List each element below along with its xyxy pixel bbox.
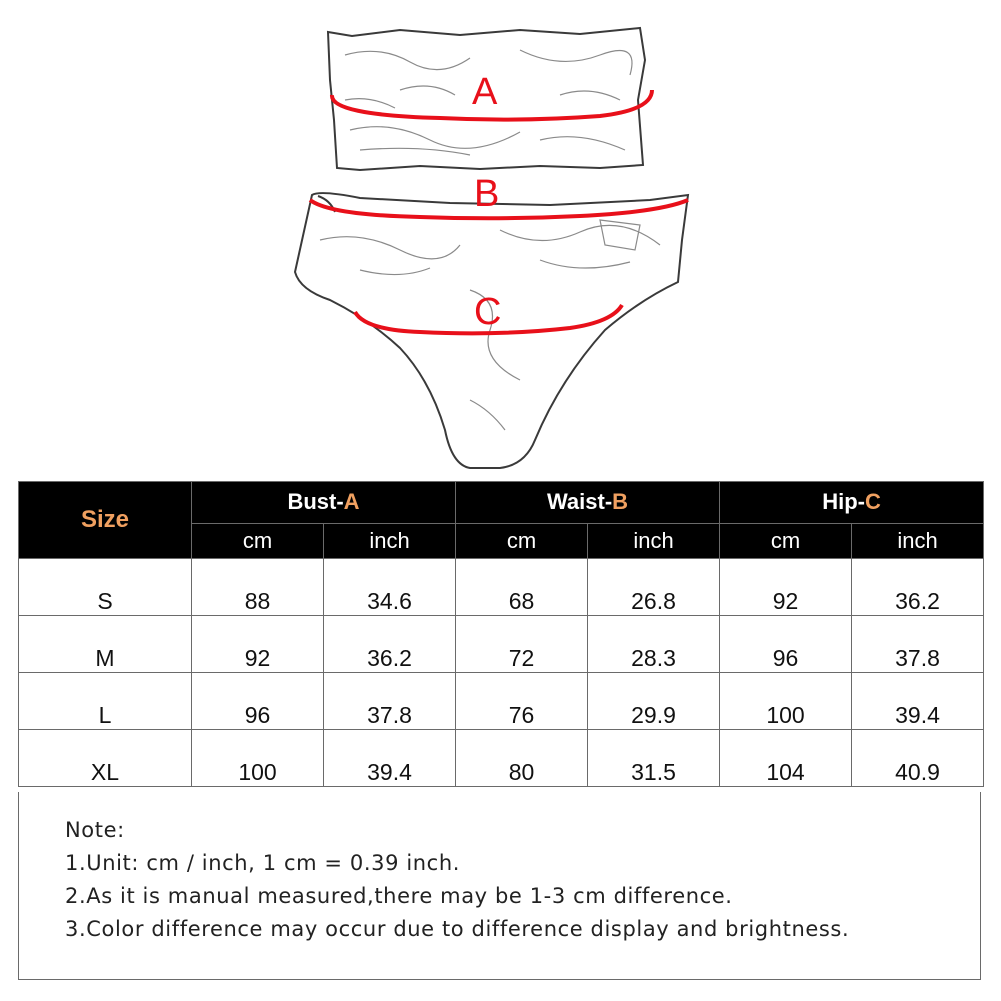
group-header-bust bbox=[192, 482, 456, 524]
value-cell: 68 bbox=[456, 559, 588, 616]
value-cell: 26.8 bbox=[588, 559, 720, 616]
group-letter: B bbox=[612, 489, 629, 515]
note-heading: Note: bbox=[65, 818, 125, 842]
size-chart-table bbox=[18, 481, 984, 787]
table-row bbox=[19, 616, 984, 673]
group-header-hip bbox=[720, 482, 984, 524]
label-bust: A bbox=[472, 71, 498, 113]
value-cell: 92 bbox=[192, 616, 324, 673]
note-line: 3.Color difference may occur due to difference display and brightness. bbox=[65, 917, 850, 941]
unit-header: inch bbox=[588, 523, 720, 558]
value-cell: 80 bbox=[456, 730, 588, 787]
table-row bbox=[19, 730, 984, 787]
unit-header: cm bbox=[192, 523, 324, 558]
value-cell: 29.9 bbox=[588, 673, 720, 730]
value-cell: 72 bbox=[456, 616, 588, 673]
value-cell: 36.2 bbox=[852, 559, 984, 616]
group-name: Hip- bbox=[822, 489, 865, 515]
value-cell: 40.9 bbox=[852, 730, 984, 787]
value-cell: 39.4 bbox=[324, 730, 456, 787]
size-cell: M bbox=[19, 616, 192, 673]
value-cell: 100 bbox=[720, 673, 852, 730]
value-cell: 37.8 bbox=[324, 673, 456, 730]
unit-header: cm bbox=[720, 523, 852, 558]
unit-header: cm bbox=[456, 523, 588, 558]
table-row bbox=[19, 559, 984, 616]
value-cell: 76 bbox=[456, 673, 588, 730]
value-cell: 104 bbox=[720, 730, 852, 787]
size-header: Size bbox=[19, 482, 192, 559]
value-cell: 100 bbox=[192, 730, 324, 787]
note-line: 1.Unit: cm / inch, 1 cm = 0.39 inch. bbox=[65, 851, 461, 875]
unit-header: inch bbox=[852, 523, 984, 558]
value-cell: 31.5 bbox=[588, 730, 720, 787]
group-letter: C bbox=[864, 489, 881, 515]
note-line: 2.As it is manual measured,there may be 1-3 cm difference. bbox=[65, 884, 733, 908]
value-cell: 28.3 bbox=[588, 616, 720, 673]
value-cell: 39.4 bbox=[852, 673, 984, 730]
label-waist: B bbox=[474, 173, 500, 215]
unit-header: inch bbox=[324, 523, 456, 558]
size-cell: L bbox=[19, 673, 192, 730]
value-cell: 34.6 bbox=[324, 559, 456, 616]
value-cell: 37.8 bbox=[852, 616, 984, 673]
group-name: Bust- bbox=[287, 489, 344, 515]
value-cell: 96 bbox=[720, 616, 852, 673]
header-row-groups bbox=[19, 482, 984, 524]
group-name: Waist- bbox=[546, 489, 613, 515]
group-letter: A bbox=[343, 489, 360, 515]
table-row bbox=[19, 673, 984, 730]
value-cell: 88 bbox=[192, 559, 324, 616]
value-cell: 96 bbox=[192, 673, 324, 730]
value-cell: 92 bbox=[720, 559, 852, 616]
value-cell: 36.2 bbox=[324, 616, 456, 673]
size-cell: S bbox=[19, 559, 192, 616]
size-cell: XL bbox=[19, 730, 192, 787]
bikini-measurement-illustration bbox=[0, 0, 1001, 475]
group-header-waist bbox=[456, 482, 720, 524]
label-hip: C bbox=[474, 291, 502, 333]
notes-panel bbox=[18, 792, 981, 980]
